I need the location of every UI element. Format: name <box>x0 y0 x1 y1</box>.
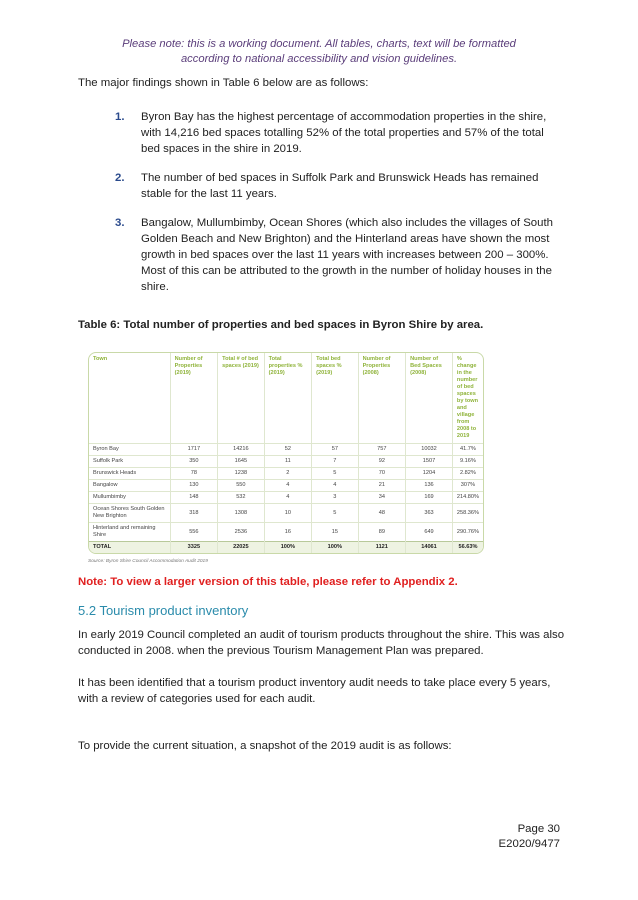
document-reference: E2020/9477 <box>498 838 560 850</box>
column-header: Total # of bed spaces (2019) <box>218 353 264 444</box>
finding-item <box>115 170 565 202</box>
table-header-row <box>89 353 483 444</box>
table-row <box>89 523 483 542</box>
table-row <box>89 504 483 523</box>
table-cell: 307% <box>452 480 483 492</box>
working-document-note <box>60 37 578 67</box>
table-cell: 11 <box>264 456 311 468</box>
town-cell: Suffolk Park <box>89 456 170 468</box>
table-cell: 15 <box>312 523 358 542</box>
table-cell: 5 <box>312 504 358 523</box>
table-row <box>89 456 483 468</box>
column-header: Town <box>89 353 170 444</box>
table-cell: 78 <box>170 468 218 480</box>
town-cell: Brunswick Heads <box>89 468 170 480</box>
table-cell: 3 <box>312 492 358 504</box>
table-cell: 70 <box>358 468 406 480</box>
finding-text: The number of bed spaces in Suffolk Park and Brunswick Heads has remained stable for the last 11 years. <box>141 172 539 200</box>
finding-text: Byron Bay has the highest percentage of accommodation properties in the shire, with 14,216 bed spaces totalling 52% of the total properties and 57% of the total bed spaces in the shire in 2019. <box>141 111 547 155</box>
column-header: Total bed spaces % (2019) <box>312 353 358 444</box>
table-cell: 1507 <box>406 456 453 468</box>
table-cell: 16 <box>264 523 311 542</box>
table-cell: 1238 <box>218 468 264 480</box>
table-cell: 550 <box>218 480 264 492</box>
total-cell: 100% <box>312 542 358 554</box>
table-cell: 363 <box>406 504 453 523</box>
table-row <box>89 492 483 504</box>
page-footer <box>499 822 560 852</box>
table-cell: 4 <box>264 480 311 492</box>
findings-intro: The major findings shown in Table 6 below are as follows: <box>78 77 369 89</box>
total-label-cell: TOTAL <box>89 542 170 554</box>
table-cell: 1204 <box>406 468 453 480</box>
table-cell: 14216 <box>218 444 264 456</box>
table-cell: 10032 <box>406 444 453 456</box>
table-cell: 757 <box>358 444 406 456</box>
table-row <box>89 468 483 480</box>
table-cell: 89 <box>358 523 406 542</box>
total-cell: 1121 <box>358 542 406 554</box>
column-header: % change in the number of bed spaces by town and village from 2008 to 2019 <box>456 356 479 439</box>
table-cell: 2536 <box>218 523 264 542</box>
page-number: Page 30 <box>517 823 560 835</box>
table-cell: 92 <box>358 456 406 468</box>
table-cell: 1717 <box>170 444 218 456</box>
properties-table-frame <box>88 352 484 554</box>
paragraph-inventory: It has been identified that a tourism product inventory audit needs to take place every 5 years, with a review of categories used for each audit. <box>78 677 551 705</box>
finding-text: Bangalow, Mullumbimby, Ocean Shores (which also includes the villages of South Golden Beach and New Brighton) and the Hinterland areas have shown the most growth in bed spaces over the last 11 years with increases between 200 – 300%. Most of this can be attributed to the growth in the number of holiday houses in the shire. <box>141 217 553 293</box>
total-cell: 14061 <box>406 542 453 554</box>
table-cell: 48 <box>358 504 406 523</box>
table-cell: 2 <box>264 468 311 480</box>
finding-item <box>115 215 565 295</box>
column-header: Total properties % (2019) <box>264 353 311 444</box>
table-cell: 21 <box>358 480 406 492</box>
table-cell: 148 <box>170 492 218 504</box>
town-cell: Hinterland and remaining Shire <box>89 523 170 542</box>
table-cell: 2.82% <box>452 468 483 480</box>
table-cell: 214.80% <box>452 492 483 504</box>
table-cell: 136 <box>406 480 453 492</box>
table-cell: 130 <box>170 480 218 492</box>
appendix-note: Note: To view a larger version of this table, please refer to Appendix 2. <box>78 576 458 588</box>
table-source: Source: Byron Shire Council Accommodation Audit 2019 <box>88 559 208 564</box>
table-cell: 290.76% <box>452 523 483 542</box>
table-cell: 10 <box>264 504 311 523</box>
total-cell: 22025 <box>218 542 264 554</box>
total-cell: 100% <box>264 542 311 554</box>
table-cell: 318 <box>170 504 218 523</box>
town-cell: Ocean Shores South Golden New Brighton <box>89 504 170 523</box>
table-row <box>89 444 483 456</box>
town-cell: Mullumbimby <box>89 492 170 504</box>
table-cell: 649 <box>406 523 453 542</box>
note-line-1: Please note: this is a working document. All tables, charts, text will be formatted <box>122 38 516 50</box>
town-cell: Bangalow <box>89 480 170 492</box>
paragraph-audit: In early 2019 Council completed an audit of tourism products throughout the shire. This was also conducted in 2008. when the previous Tourism Management Plan was prepared. <box>78 629 565 657</box>
table-cell: 169 <box>406 492 453 504</box>
table-caption: Table 6: Total number of properties and bed spaces in Byron Shire by area. <box>78 319 484 331</box>
table-cell: 1308 <box>218 504 264 523</box>
table-cell: 556 <box>170 523 218 542</box>
table-cell: 532 <box>218 492 264 504</box>
total-cell: 3325 <box>170 542 218 554</box>
table-cell: 52 <box>264 444 311 456</box>
properties-table <box>89 353 483 553</box>
table-cell: 41.7% <box>452 444 483 456</box>
finding-item <box>115 109 565 157</box>
table-cell: 5 <box>312 468 358 480</box>
table-cell: 4 <box>312 480 358 492</box>
finding-number: 3. <box>115 217 125 229</box>
column-header: Number of Properties (2019) <box>170 353 218 444</box>
finding-number: 1. <box>115 111 125 123</box>
table-cell: 34 <box>358 492 406 504</box>
paragraph-snapshot: To provide the current situation, a snapshot of the 2019 audit is as follows: <box>78 740 452 752</box>
table-cell: 4 <box>264 492 311 504</box>
finding-number: 2. <box>115 172 125 184</box>
town-cell: Byron Bay <box>89 444 170 456</box>
table-cell: 57 <box>312 444 358 456</box>
table-cell: 350 <box>170 456 218 468</box>
column-header: Number of Bed Spaces (2008) <box>406 353 453 444</box>
table-total-row <box>89 542 483 554</box>
column-header: Number of Properties (2008) <box>358 353 406 444</box>
table-cell: 258.36% <box>452 504 483 523</box>
table-cell: 9.16% <box>452 456 483 468</box>
section-heading: 5.2 Tourism product inventory <box>78 603 249 618</box>
table-cell: 7 <box>312 456 358 468</box>
table-cell: 1645 <box>218 456 264 468</box>
findings-list <box>115 109 565 308</box>
table-row <box>89 480 483 492</box>
note-line-2: according to national accessibility and vision guidelines. <box>180 53 458 65</box>
total-cell: 56.63% <box>452 542 483 554</box>
